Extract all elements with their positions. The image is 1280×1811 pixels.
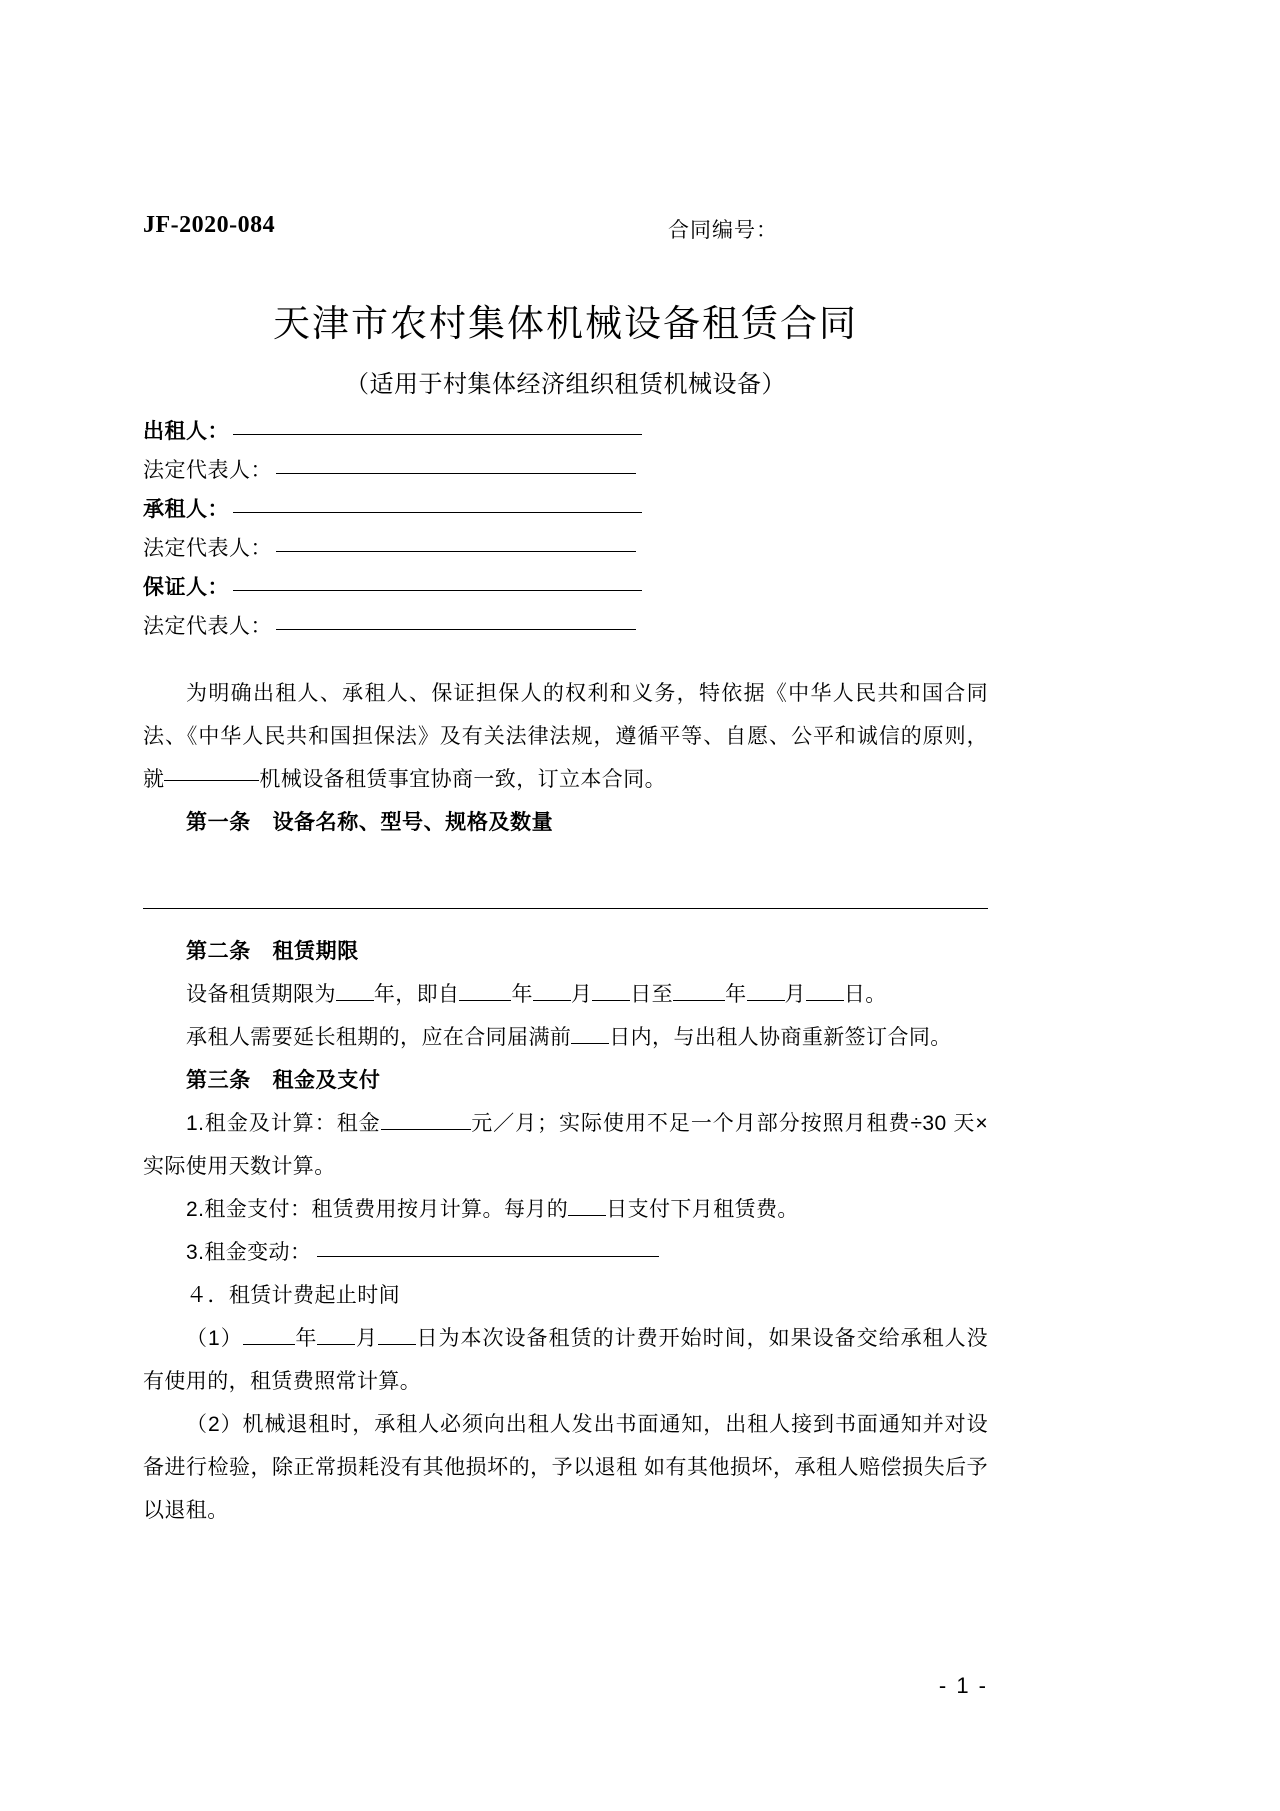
- a3-i2-text-b: 日支付下月租赁费。: [606, 1198, 799, 1221]
- a2-text-a: 设备租赁期限为: [186, 983, 336, 1006]
- article-3-heading: 第三条 租金及支付: [186, 1069, 381, 1092]
- party-input-lessee[interactable]: [233, 512, 642, 513]
- article-3-item-4-title: ４．租赁计费起止时间: [186, 1284, 401, 1307]
- document-code: JF-2020-084: [143, 212, 276, 238]
- a2-end-day-input[interactable]: [806, 1000, 844, 1001]
- a2-end-month-input[interactable]: [747, 1000, 785, 1001]
- article-1-blank-row: [143, 887, 988, 930]
- a2-start-year-input[interactable]: [459, 1000, 511, 1001]
- a2-text-f: 年: [725, 983, 747, 1006]
- a2-start-month-input[interactable]: [533, 1000, 571, 1001]
- a2-end-year-input[interactable]: [673, 1000, 725, 1001]
- contract-number-label: 合同编号：: [668, 219, 778, 242]
- party-label-lessee-legal-rep: 法定代表人：: [143, 537, 272, 560]
- a2-ext-text-a: 承租人需要延长租期的，应在合同届满前: [186, 1026, 572, 1049]
- article-1-heading: 第一条 设备名称、型号、规格及数量: [186, 811, 554, 834]
- a3-s1-text-b: 年: [294, 1327, 318, 1350]
- a2-ext-text-b: 日内，与出租人协商重新签订合同。: [609, 1026, 952, 1049]
- article-2-heading: 第二条 租赁期限: [186, 940, 359, 963]
- preamble-text-part1: 为明确出租人、承租人、保证担保人的权利和义务，特依据《中华人民共和国合同法、《中华人民共和国担保法》及有关法律法规，遵循平等、自愿、公平和诚信的原则，就: [143, 682, 988, 791]
- preamble-text-part2: 机械设备租赁事宜协商一致，订立本合同。: [259, 768, 667, 791]
- party-label-lessor-legal-rep: 法定代表人：: [143, 459, 272, 482]
- a2-text-h: 日。: [843, 983, 887, 1006]
- article-1-spacer: [143, 844, 988, 887]
- a2-text-b: 年，即自: [373, 983, 460, 1006]
- party-input-lessor[interactable]: [233, 434, 642, 435]
- party-label-lessee: 承租人：: [143, 498, 229, 521]
- preamble-paragraph: [143, 672, 988, 801]
- document-body: [143, 672, 988, 1532]
- a2-text-c: 年: [511, 983, 533, 1006]
- article-3-item-1: [143, 1102, 988, 1188]
- a3-billing-day-input[interactable]: [378, 1344, 416, 1345]
- a2-text-g: 月: [784, 983, 806, 1006]
- article-2-extension-line: [143, 1016, 988, 1059]
- a3-rent-amount-input[interactable]: [381, 1129, 471, 1130]
- party-label-guarantor: 保证人：: [143, 576, 229, 599]
- document-header: [143, 212, 988, 248]
- party-row-lessor: [143, 415, 988, 454]
- party-row-guarantor: [143, 571, 988, 610]
- a3-s1-text-c: 月: [355, 1327, 378, 1350]
- a3-i3-text: 3.租金变动：: [186, 1241, 312, 1264]
- party-input-guarantor[interactable]: [233, 590, 642, 591]
- page-number: - 1 -: [938, 1673, 988, 1698]
- article-3-item-2: [143, 1188, 988, 1231]
- a3-i2-text-a: 2.租金支付：租赁费用按月计算。每月的: [186, 1198, 569, 1221]
- article-1-equipment-input[interactable]: [143, 908, 988, 909]
- party-row-guarantor-legal-rep: [143, 610, 988, 649]
- a3-s1-text-d: 日为本次设备租赁的计费开始时间，如果设备交给承租人没有使用的，租赁费照常计算。: [143, 1327, 988, 1393]
- article-3-sub-1: [143, 1317, 988, 1403]
- page-subtitle: （适用于村集体经济组织租赁机械设备）: [345, 371, 786, 398]
- a2-text-e: 日至: [630, 983, 674, 1006]
- a3-i1-text-a: 1.租金及计算：租金: [186, 1112, 381, 1135]
- party-row-lessee: [143, 493, 988, 532]
- page-title: 天津市农村集体机械设备租赁合同: [273, 303, 858, 344]
- party-input-lessee-legal-rep[interactable]: [276, 551, 636, 552]
- a3-billing-month-input[interactable]: [317, 1344, 355, 1345]
- a2-text-d: 月: [570, 983, 593, 1006]
- a3-payment-day-input[interactable]: [568, 1215, 606, 1216]
- a3-rent-adjustment-input[interactable]: [317, 1256, 659, 1257]
- party-input-guarantor-legal-rep[interactable]: [276, 629, 636, 630]
- a3-i1-text-b: 元／月；实际使用不足一个月部分按照月租费÷30 天×实际使用天数计算。: [143, 1112, 988, 1178]
- a2-start-day-input[interactable]: [592, 1000, 630, 1001]
- a3-billing-year-input[interactable]: [243, 1344, 295, 1345]
- article-2-term-line: [143, 973, 988, 1016]
- preamble-blank-input[interactable]: [164, 780, 259, 781]
- article-3-sub-2: （2）机械退租时，承租人必须向出租人发出书面通知，出租人接到书面通知并对设备进行检验，除正常损耗没有其他损坏的，予以退租 如有其他损坏，承租人赔偿损失后予以退租。: [143, 1413, 988, 1522]
- party-fields: [143, 415, 988, 649]
- party-row-lessor-legal-rep: [143, 454, 988, 493]
- party-label-guarantor-legal-rep: 法定代表人：: [143, 615, 272, 638]
- party-row-lessee-legal-rep: [143, 532, 988, 571]
- party-input-lessor-legal-rep[interactable]: [276, 473, 636, 474]
- a2-years-input[interactable]: [336, 1000, 374, 1001]
- a2-extension-days-input[interactable]: [571, 1043, 609, 1044]
- party-label-lessor: 出租人：: [143, 420, 229, 443]
- a3-s1-text-a: （1）: [186, 1327, 243, 1350]
- article-3-item-3: [143, 1231, 988, 1274]
